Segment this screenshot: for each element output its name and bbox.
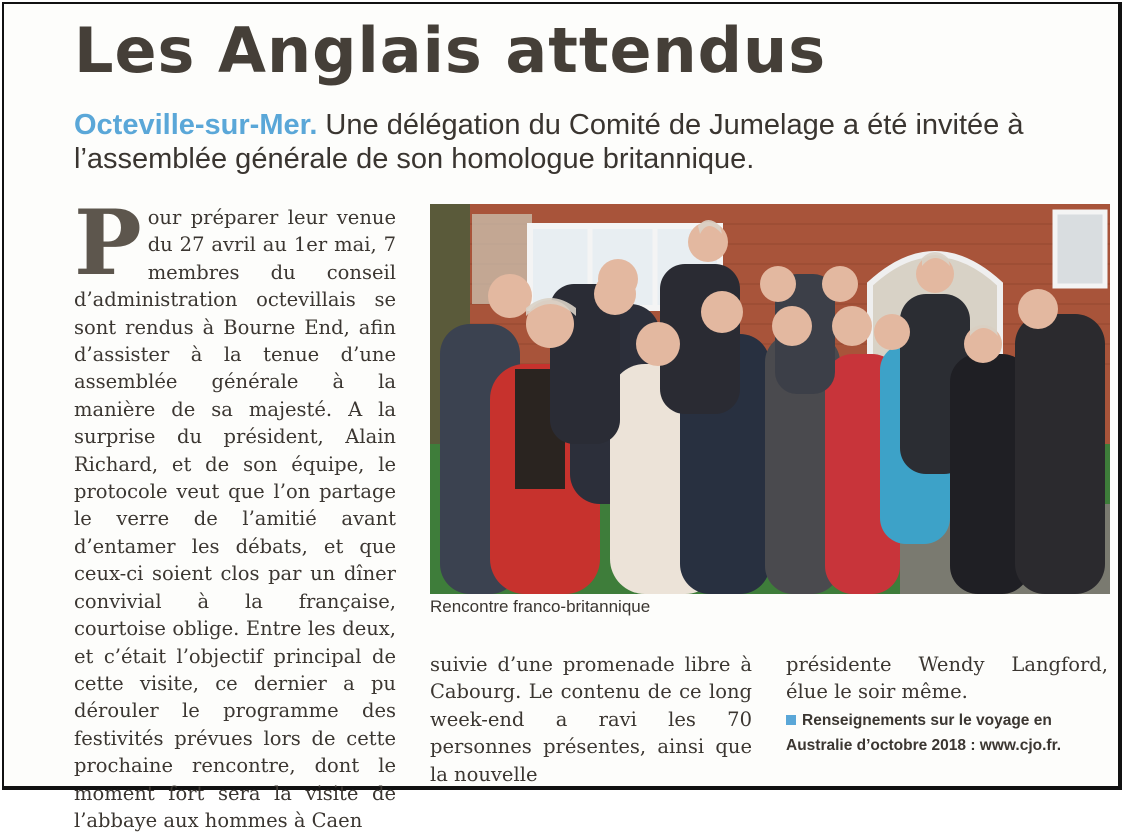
headline: Les Anglais attendus xyxy=(74,14,827,87)
group-photo xyxy=(430,204,1110,594)
deck xyxy=(74,108,1114,176)
deck-place: Octeville-sur-Mer. xyxy=(74,109,318,141)
deck-text: Une délégation du Comité de Jumelage a été invitée à l’assemblée générale de son homologue britannique. xyxy=(74,109,1024,175)
group-photo-illustration xyxy=(430,204,1110,594)
article-column-2 xyxy=(430,651,752,788)
drop-cap: P xyxy=(74,190,142,296)
article-column-3 xyxy=(786,651,1108,706)
article-column-1 xyxy=(74,190,396,834)
info-text: Renseignements sur le voyage en Australie d’octobre 2018 : www.cjo.fr. xyxy=(786,712,1062,754)
column-1-text: our préparer leur venue du 27 avril au 1er mai, 7 membres du conseil d’administration octevillais se sont rendus à Bourne End, afin d’assister à la tenue d’une assemblée générale à la manière de sa majesté. A la surprise du président, Alain Richard, et de son équipe, le protocole veut que l’on partage le verre de l’amitié avant d’entamer les débats, et que ceux-ci soient clos par un dîner convivial à la française, courtoise oblige. Entre les deux, et c’était l’objectif principal de cette visite, ce dernier a pu dérouler le programme des festivités prévues lors de cette prochaine rencontre, dont le moment fort sera la visite de l’abbaye aux hommes à Caen xyxy=(74,206,396,832)
photo-caption: Rencontre franco-britannique xyxy=(430,597,651,616)
column-2-text: suivie d’une promenade libre à Cabourg. Le contenu de ce long week-end a ravi les 70 personnes présentes, ainsi que la nouvelle xyxy=(430,653,752,786)
column-3-text: présidente Wendy Langford, élue le soir même. xyxy=(786,653,1108,704)
square-bullet-icon xyxy=(786,715,796,725)
info-box xyxy=(786,708,1108,758)
